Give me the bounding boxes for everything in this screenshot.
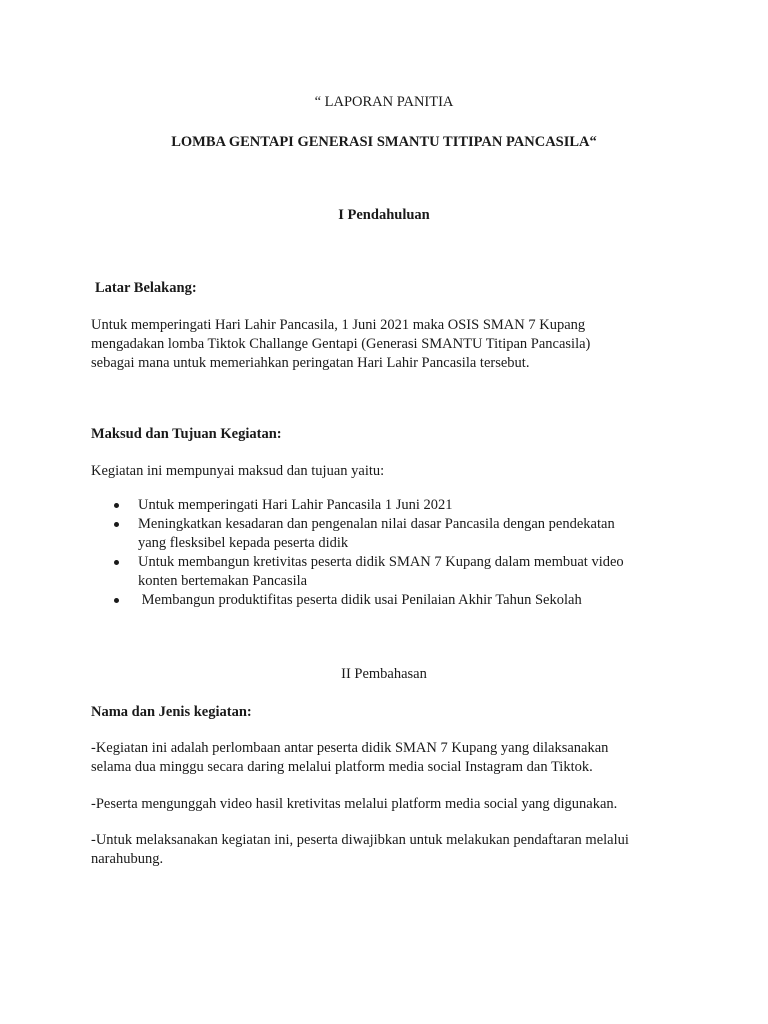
paragraph-line: narahubung. (91, 851, 164, 867)
list-item-text: Untuk membangun kretivitas peserta didik SMAN 7 Kupang dalam membuat video (138, 554, 624, 570)
nama-paragraph-2 (91, 795, 691, 814)
paragraph-line: mengadakan lomba Tiktok Challange Gentapi (Generasi SMANTU Titipan Pancasila) (91, 336, 591, 352)
bullet-icon (114, 560, 119, 565)
paragraph-line: Kegiatan ini mempunyai maksud dan tujuan yaitu: (91, 463, 385, 479)
bullet-icon (114, 522, 119, 527)
maksud-tujuan-heading: Maksud dan Tujuan Kegiatan: (91, 426, 282, 442)
nama-jenis-heading: Nama dan Jenis kegiatan: (91, 704, 252, 720)
list-item (91, 496, 691, 515)
paragraph-line: -Kegiatan ini adalah perlombaan antar peserta didik SMAN 7 Kupang yang dilaksanakan (91, 740, 609, 756)
list-item-text: yang flesksibel kepada peserta didik (138, 535, 349, 551)
section2-heading: II Pembahasan (341, 666, 427, 682)
nama-paragraph-3 (91, 831, 691, 869)
list-item-text: Meningkatkan kesadaran dan pengenalan nilai dasar Pancasila dengan pendekatan (138, 516, 615, 532)
bullet-icon (114, 598, 119, 603)
section1-heading: I Pendahuluan (338, 207, 430, 223)
nama-paragraph-1 (91, 739, 691, 777)
paragraph-line: sebagai mana untuk memeriahkan peringatan Hari Lahir Pancasila tersebut. (91, 355, 530, 371)
latar-belakang-heading: Latar Belakang: (95, 280, 197, 296)
paragraph-line: selama dua minggu secara daring melalui platform media social Instagram dan Tiktok. (91, 759, 593, 775)
list-item-text: Untuk memperingati Hari Lahir Pancasila 1 Juni 2021 (138, 497, 453, 513)
report-title-line1: “ LAPORAN PANITIA (314, 94, 454, 110)
paragraph-line: -Untuk melaksanakan kegiatan ini, peserta diwajibkan untuk melakukan pendaftaran melalui (91, 832, 629, 848)
paragraph-line: -Peserta mengunggah video hasil kretivitas melalui platform media social yang digunakan. (91, 796, 618, 812)
list-item-text: Membangun produktifitas peserta didik usai Penilaian Akhir Tahun Sekolah (138, 592, 582, 608)
list-item-text: konten bertemakan Pancasila (138, 573, 308, 589)
report-title-line2: LOMBA GENTAPI GENERASI SMANTU TITIPAN PANCASILA“ (171, 134, 597, 150)
list-item (91, 553, 691, 591)
tujuan-list (91, 496, 691, 610)
paragraph-line: Untuk memperingati Hari Lahir Pancasila, 1 Juni 2021 maka OSIS SMAN 7 Kupang (91, 317, 586, 333)
bullet-icon (114, 503, 119, 508)
list-item (91, 515, 691, 553)
maksud-intro (91, 462, 691, 481)
list-item (91, 591, 691, 610)
latar-belakang-paragraph (91, 316, 691, 373)
